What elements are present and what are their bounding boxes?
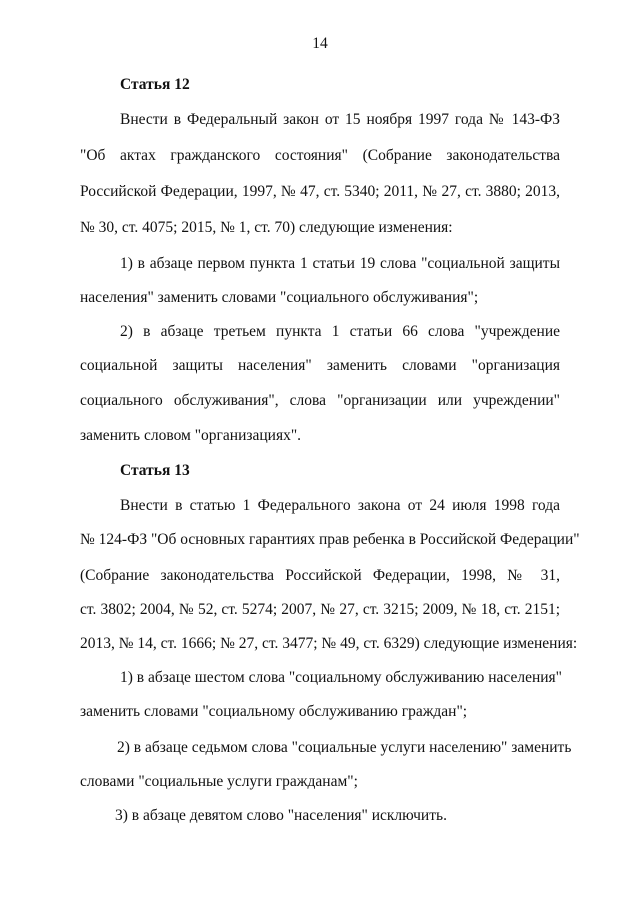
article-13-heading: Статья 13 [120, 462, 190, 479]
article-13-line-2: № 124-ФЗ "Об основных гарантиях прав ребенка в Российской Федерации" [80, 531, 580, 548]
article-12-line-10: заменить словом "организациях". [80, 427, 302, 444]
article-13-line-3: (Собрание законодательства Российской Федерации, 1998, № 31, [80, 567, 560, 584]
page-number: 14 [312, 35, 328, 52]
article-13-line-9: словами "социальные услуги гражданам"; [80, 773, 358, 790]
article-12-line-2: "Об актах гражданского состояния" (Собрание законодательства [80, 147, 560, 164]
article-13-line-5: 2013, № 14, ст. 1666; № 27, ст. 3477; № 49, ст. 6329) следующие изменения: [80, 635, 578, 652]
article-12-heading: Статья 12 [120, 76, 190, 93]
article-12-line-8: социальной защиты населения" заменить словами "организация [80, 357, 560, 374]
article-12-line-7: 2) в абзаце третьем пункта 1 статьи 66 слова "учреждение [120, 323, 560, 340]
article-12-line-3: Российской Федерации, 1997, № 47, ст. 5340; 2011, № 27, ст. 3880; 2013, [80, 183, 560, 200]
article-12-line-4: № 30, ст. 4075; 2015, № 1, ст. 70) следующие изменения: [80, 219, 453, 236]
article-12-line-9: социального обслуживания", слова "организации или учреждении" [80, 392, 560, 409]
article-12-line-5: 1) в абзаце первом пункта 1 статьи 19 слова "социальной защиты [120, 255, 560, 272]
article-13-line-7: заменить словами "социальному обслуживанию граждан"; [80, 703, 468, 720]
article-12-line-6: населения" заменить словами "социального обслуживания"; [80, 289, 479, 306]
article-12-line-1: Внести в Федеральный закон от 15 ноября 1997 года № 143-ФЗ [120, 111, 560, 128]
article-13-line-8: 2) в абзаце седьмом слова "социальные услуги населению" заменить [117, 739, 572, 756]
article-13-line-10: 3) в абзаце девятом слово "населения" исключить. [115, 807, 447, 824]
article-13-line-4: ст. 3802; 2004, № 52, ст. 5274; 2007, № 27, ст. 3215; 2009, № 18, ст. 2151; [80, 601, 560, 618]
article-13-line-6: 1) в абзаце шестом слова "социальному обслуживанию населения" [120, 669, 562, 686]
article-13-line-1: Внести в статью 1 Федерального закона от 24 июля 1998 года [120, 497, 560, 514]
